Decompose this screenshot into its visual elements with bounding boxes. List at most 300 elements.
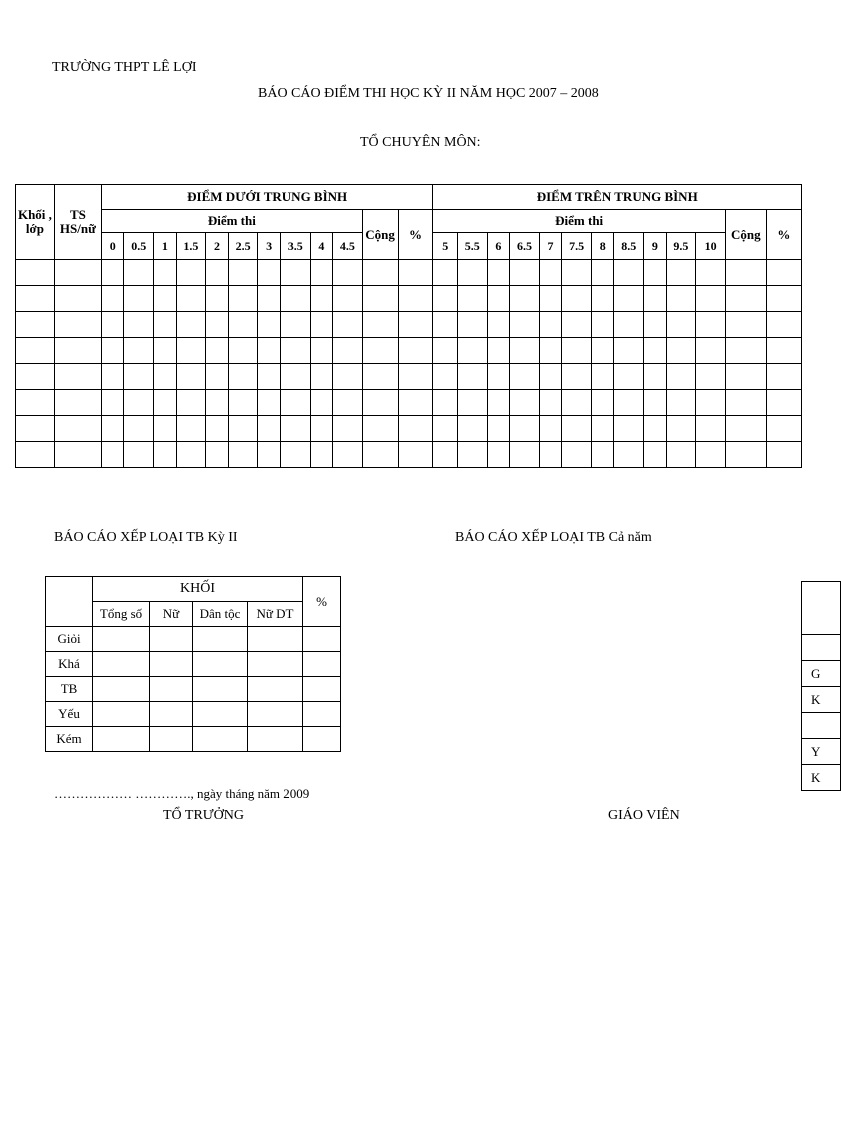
table-cell[interactable] [248,677,303,702]
table-cell[interactable] [696,286,726,312]
table-cell[interactable] [228,338,258,364]
table-cell[interactable] [457,286,487,312]
table-cell[interactable] [666,312,696,338]
table-cell[interactable] [666,442,696,468]
table-cell[interactable] [614,260,644,286]
table-cell[interactable] [333,442,363,468]
table-cell[interactable] [280,390,310,416]
table-cell[interactable] [457,260,487,286]
table-cell[interactable] [54,364,101,390]
table-cell[interactable] [310,390,333,416]
table-cell[interactable] [150,627,193,652]
table-cell[interactable] [16,390,55,416]
table-cell[interactable] [562,416,592,442]
table-cell[interactable] [766,312,801,338]
header-khoi-lop: Khối , lớp [16,185,55,260]
table-cell[interactable] [124,416,154,442]
header-ts-hs: TS HS/nữ [54,185,101,260]
table-cell[interactable] [154,442,177,468]
table-cell[interactable] [614,442,644,468]
table-cell[interactable] [457,312,487,338]
table-cell[interactable] [644,364,667,390]
table-cell[interactable] [725,286,766,312]
table-cell[interactable] [539,442,562,468]
rank-year-row-label: K [802,765,841,791]
score-above-header: 6.5 [510,233,540,260]
table-cell[interactable] [591,260,614,286]
table-cell[interactable] [398,260,433,286]
table-cell[interactable] [398,312,433,338]
table-cell[interactable] [562,442,592,468]
header-above-percent: % [766,210,801,260]
table-cell[interactable] [310,338,333,364]
table-cell[interactable] [124,442,154,468]
table-cell[interactable] [766,390,801,416]
table-row [16,390,802,416]
table-cell[interactable] [150,727,193,752]
table-cell[interactable] [303,677,341,702]
table-cell[interactable] [362,338,398,364]
table-row [46,677,341,702]
table-cell[interactable] [333,286,363,312]
score-report-table [15,184,802,468]
table-cell[interactable] [303,727,341,752]
table-cell[interactable] [333,338,363,364]
table-cell[interactable] [487,338,510,364]
table-cell[interactable] [510,442,540,468]
table-cell[interactable] [101,312,124,338]
table-cell[interactable] [54,260,101,286]
rank-percent-header: % [303,577,341,627]
table-cell[interactable] [16,312,55,338]
header-below-diem-thi: Điểm thi [101,210,362,233]
table-cell[interactable] [93,677,150,702]
table-cell[interactable] [539,390,562,416]
table-cell[interactable] [101,286,124,312]
table-cell[interactable] [433,390,458,416]
table-row [46,627,341,652]
table-cell[interactable] [93,627,150,652]
table-cell[interactable] [333,416,363,442]
table-cell[interactable] [150,677,193,702]
score-above-header: 7 [539,233,562,260]
table-cell[interactable] [280,416,310,442]
table-cell[interactable] [362,364,398,390]
table-cell[interactable] [457,390,487,416]
table-cell[interactable] [644,312,667,338]
table-cell[interactable] [176,442,206,468]
score-above-header: 8.5 [614,233,644,260]
table-cell[interactable] [457,338,487,364]
table-cell[interactable] [362,390,398,416]
table-cell[interactable] [150,702,193,727]
table-cell[interactable] [154,338,177,364]
score-above-header: 8 [591,233,614,260]
table-cell[interactable] [591,338,614,364]
table-row [16,338,802,364]
table-cell[interactable] [176,286,206,312]
table-cell[interactable] [539,286,562,312]
table-cell[interactable] [614,390,644,416]
table-cell[interactable] [154,390,177,416]
table-cell[interactable] [725,260,766,286]
table-cell[interactable] [510,390,540,416]
table-cell[interactable] [248,702,303,727]
table-cell[interactable] [539,364,562,390]
table-cell[interactable] [248,652,303,677]
table-row [46,702,341,727]
table-cell[interactable] [362,442,398,468]
table-cell[interactable] [433,312,458,338]
table-cell[interactable] [258,416,281,442]
table-cell[interactable] [562,364,592,390]
table-cell[interactable] [154,416,177,442]
table-cell[interactable] [93,727,150,752]
table-cell[interactable] [258,338,281,364]
table-cell[interactable] [176,364,206,390]
table-cell[interactable] [666,260,696,286]
table-cell[interactable] [154,286,177,312]
table-cell[interactable] [310,286,333,312]
score-below-header: 1 [154,233,177,260]
table-cell[interactable] [93,702,150,727]
table-cell[interactable] [457,442,487,468]
table-cell[interactable] [54,286,101,312]
table-cell[interactable] [154,260,177,286]
table-cell[interactable] [124,260,154,286]
table-cell[interactable] [614,364,644,390]
table-cell[interactable] [696,390,726,416]
table-cell[interactable] [725,442,766,468]
rank-year-row-label [802,635,841,661]
table-cell[interactable] [93,652,150,677]
table-cell[interactable] [206,286,229,312]
table-cell[interactable] [666,390,696,416]
table-cell[interactable] [101,416,124,442]
table-cell[interactable] [258,286,281,312]
table-cell[interactable] [766,286,801,312]
table-cell[interactable] [228,286,258,312]
table-cell[interactable] [248,627,303,652]
table-cell[interactable] [487,312,510,338]
table-cell[interactable] [539,338,562,364]
table-row [46,727,341,752]
rank-year-row-label: Y [802,739,841,765]
table-cell[interactable] [362,260,398,286]
table-cell[interactable] [766,338,801,364]
table-cell[interactable] [666,286,696,312]
score-below-header: 2 [206,233,229,260]
table-cell[interactable] [150,652,193,677]
table-cell[interactable] [303,652,341,677]
table-cell[interactable] [54,390,101,416]
table-cell[interactable] [510,416,540,442]
table-cell[interactable] [562,390,592,416]
table-cell[interactable] [510,312,540,338]
table-cell[interactable] [124,364,154,390]
table-cell[interactable] [457,364,487,390]
table-cell[interactable] [333,390,363,416]
table-row [16,442,802,468]
table-cell[interactable] [725,390,766,416]
table-cell[interactable] [206,338,229,364]
table-cell[interactable] [228,260,258,286]
table-cell[interactable] [280,260,310,286]
table-cell[interactable] [101,364,124,390]
table-cell[interactable] [228,390,258,416]
table-cell[interactable] [124,390,154,416]
table-cell[interactable] [176,338,206,364]
table-cell[interactable] [54,312,101,338]
header-below-cong: Cộng [362,210,398,260]
score-above-header: 7.5 [562,233,592,260]
score-below-header: 2.5 [228,233,258,260]
table-cell[interactable] [591,390,614,416]
table-cell[interactable] [398,442,433,468]
table-cell[interactable] [16,364,55,390]
table-cell[interactable] [644,338,667,364]
table-cell[interactable] [433,338,458,364]
table-row [802,661,841,687]
table-cell[interactable] [766,442,801,468]
report-title: BÁO CÁO ĐIỂM THI HỌC KỲ II NĂM HỌC 2007 – 2008 [258,86,599,101]
table-cell[interactable] [398,338,433,364]
table-cell[interactable] [433,364,458,390]
table-cell[interactable] [666,416,696,442]
table-cell[interactable] [206,442,229,468]
table-cell[interactable] [228,364,258,390]
table-cell[interactable] [16,286,55,312]
table-cell[interactable] [228,442,258,468]
table-cell[interactable] [591,286,614,312]
table-cell[interactable] [725,416,766,442]
table-cell[interactable] [562,260,592,286]
table-cell[interactable] [258,312,281,338]
table-cell[interactable] [696,260,726,286]
rank-column-header: Tổng số [93,602,150,627]
rank-column-header: Nữ DT [248,602,303,627]
table-row [802,582,841,635]
table-cell[interactable] [54,416,101,442]
table-cell[interactable] [310,416,333,442]
table-cell[interactable] [101,338,124,364]
table-cell[interactable] [614,312,644,338]
table-cell[interactable] [16,416,55,442]
header-above-average: ĐIỂM TRÊN TRUNG BÌNH [433,185,802,210]
table-cell[interactable] [193,627,248,652]
table-cell[interactable] [614,416,644,442]
table-cell[interactable] [310,260,333,286]
table-cell[interactable] [487,390,510,416]
score-below-header: 3 [258,233,281,260]
table-cell[interactable] [193,702,248,727]
table-row [16,364,802,390]
table-cell[interactable] [614,286,644,312]
table-cell[interactable] [176,260,206,286]
table-cell[interactable] [725,338,766,364]
table-cell[interactable] [16,442,55,468]
table-row [16,312,802,338]
table-cell[interactable] [766,416,801,442]
score-below-header: 3.5 [280,233,310,260]
table-cell[interactable] [333,312,363,338]
table-cell[interactable] [333,364,363,390]
table-cell[interactable] [362,286,398,312]
table-cell[interactable] [280,312,310,338]
table-cell[interactable] [725,312,766,338]
table-cell[interactable] [101,442,124,468]
table-cell[interactable] [510,260,540,286]
table-cell[interactable] [206,416,229,442]
table-cell[interactable] [510,286,540,312]
table-cell[interactable] [248,727,303,752]
table-cell[interactable] [206,364,229,390]
table-cell[interactable] [591,416,614,442]
table-cell[interactable] [303,702,341,727]
table-cell[interactable] [725,364,766,390]
table-row [802,635,841,661]
table-row [16,286,802,312]
rank-year-row-label [802,713,841,739]
table-cell[interactable] [433,286,458,312]
table-cell[interactable] [54,442,101,468]
table-cell[interactable] [310,442,333,468]
table-cell[interactable] [101,260,124,286]
table-cell[interactable] [154,364,177,390]
table-cell[interactable] [280,442,310,468]
table-cell[interactable] [124,338,154,364]
table-cell[interactable] [696,442,726,468]
table-cell[interactable] [154,312,177,338]
table-row [802,687,841,713]
table-cell[interactable] [487,260,510,286]
table-cell[interactable] [258,442,281,468]
table-cell[interactable] [562,286,592,312]
rank-row-label: Yếu [46,702,93,727]
table-cell[interactable] [614,338,644,364]
score-above-header: 5 [433,233,458,260]
table-cell[interactable] [398,286,433,312]
table-cell[interactable] [562,338,592,364]
table-cell[interactable] [362,416,398,442]
table-cell[interactable] [510,364,540,390]
rank-corner-cell [46,577,93,627]
table-cell[interactable] [644,416,667,442]
table-cell[interactable] [398,364,433,390]
table-cell[interactable] [258,260,281,286]
header-below-average: ĐIỂM DƯỚI TRUNG BÌNH [101,185,432,210]
table-cell[interactable] [696,364,726,390]
score-above-header: 9 [644,233,667,260]
table-row [802,713,841,739]
table-cell[interactable] [539,260,562,286]
table-cell[interactable] [644,286,667,312]
table-cell[interactable] [280,338,310,364]
table-cell[interactable] [176,416,206,442]
table-cell[interactable] [16,260,55,286]
table-cell[interactable] [510,338,540,364]
table-cell[interactable] [696,338,726,364]
table-cell[interactable] [666,364,696,390]
table-cell[interactable] [539,416,562,442]
table-cell[interactable] [16,338,55,364]
table-cell[interactable] [228,312,258,338]
table-cell[interactable] [433,416,458,442]
table-cell[interactable] [124,286,154,312]
score-above-header: 5.5 [457,233,487,260]
table-cell[interactable] [176,390,206,416]
table-cell[interactable] [539,312,562,338]
table-cell[interactable] [280,286,310,312]
table-cell[interactable] [206,260,229,286]
table-cell[interactable] [228,416,258,442]
table-cell[interactable] [303,627,341,652]
table-cell[interactable] [487,286,510,312]
table-cell[interactable] [766,364,801,390]
table-cell[interactable] [258,390,281,416]
table-row [802,765,841,791]
table-cell[interactable] [310,364,333,390]
rank-term-title: BÁO CÁO XẾP LOẠI TB Kỳ II [54,530,238,545]
score-above-header: 9.5 [666,233,696,260]
table-cell[interactable] [487,364,510,390]
rank-column-header: Dân tộc [193,602,248,627]
table-cell[interactable] [193,652,248,677]
table-cell[interactable] [206,390,229,416]
table-cell[interactable] [333,260,363,286]
rank-row-label: Khá [46,652,93,677]
table-cell[interactable] [666,338,696,364]
rank-year-row-label: G [802,661,841,687]
table-cell[interactable] [398,390,433,416]
table-cell[interactable] [644,390,667,416]
table-cell[interactable] [766,260,801,286]
table-cell[interactable] [101,390,124,416]
table-cell[interactable] [591,312,614,338]
table-cell[interactable] [562,312,592,338]
department-label: TỔ CHUYÊN MÔN: [360,135,481,150]
table-cell[interactable] [696,416,726,442]
signature-giao-vien: GIÁO VIÊN [608,808,680,823]
table-cell[interactable] [258,364,281,390]
table-cell[interactable] [206,312,229,338]
score-above-header: 6 [487,233,510,260]
table-cell[interactable] [696,312,726,338]
table-cell[interactable] [54,338,101,364]
table-cell[interactable] [457,416,487,442]
table-cell[interactable] [487,416,510,442]
table-cell[interactable] [433,442,458,468]
table-cell[interactable] [433,260,458,286]
table-cell[interactable] [310,312,333,338]
table-cell[interactable] [193,677,248,702]
score-below-header: 0.5 [124,233,154,260]
table-cell[interactable] [176,312,206,338]
table-cell[interactable] [280,364,310,390]
table-cell[interactable] [644,260,667,286]
table-cell[interactable] [591,442,614,468]
table-cell[interactable] [591,364,614,390]
table-cell[interactable] [487,442,510,468]
header-above-diem-thi: Điểm thi [433,210,725,233]
table-row [16,260,802,286]
table-cell[interactable] [398,416,433,442]
table-cell[interactable] [362,312,398,338]
rank-year-row-label: K [802,687,841,713]
table-cell[interactable] [644,442,667,468]
table-cell[interactable] [193,727,248,752]
table-cell[interactable] [124,312,154,338]
